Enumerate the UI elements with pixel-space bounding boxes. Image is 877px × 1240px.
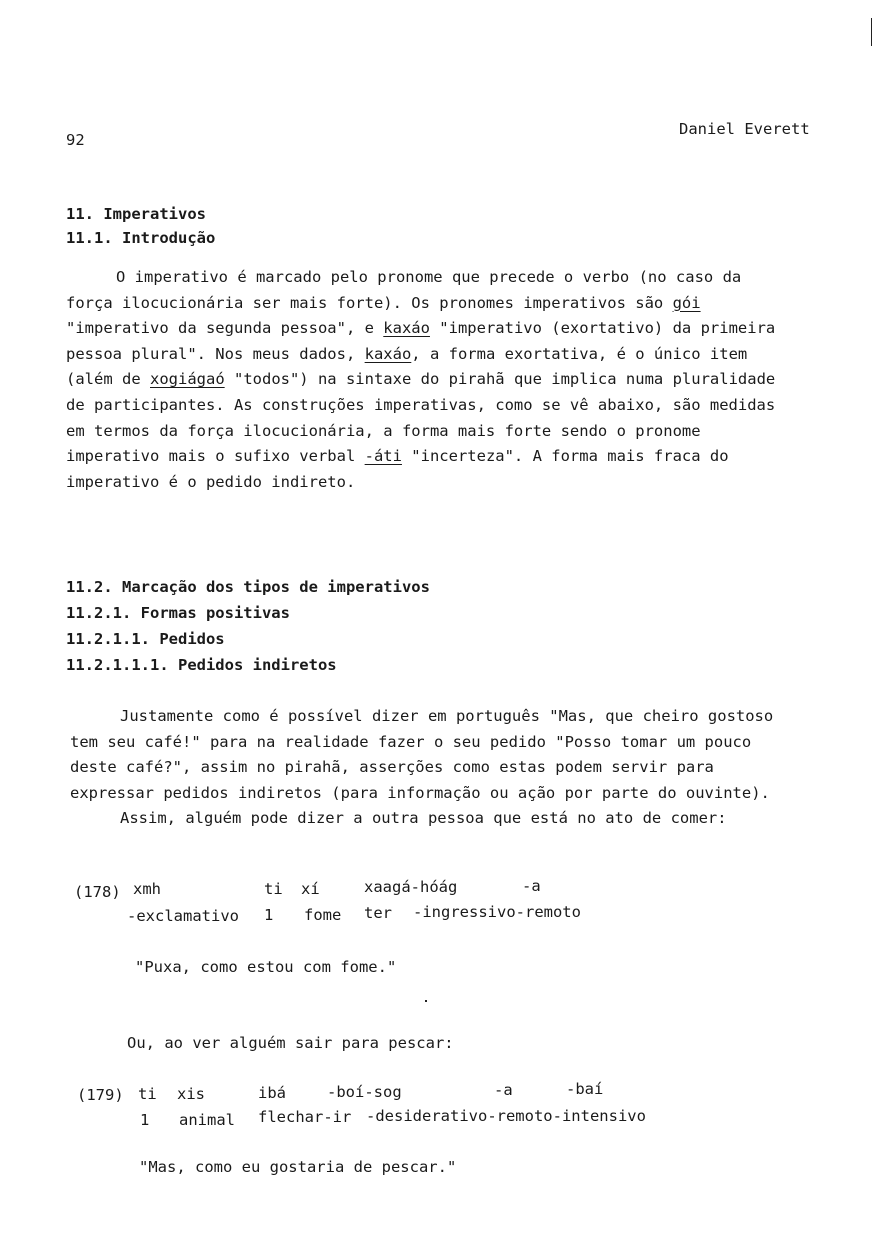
- term-goi: gói: [672, 293, 701, 312]
- text-line: Justamente como é possível dizer em português "Mas, que cheiro gostoso: [120, 707, 774, 725]
- example-gloss: 1: [140, 1111, 150, 1129]
- example-translation: "Puxa, como estou com fome.": [135, 958, 397, 976]
- text-line: em termos da força ilocucionária, a forma mais forte sendo o pronome: [66, 421, 701, 440]
- text-line: pessoa plural". Nos meus dados, kaxáo, a forma exortativa, é o único item: [66, 344, 748, 363]
- example-word: ti: [138, 1085, 157, 1103]
- page-number: 92: [66, 131, 85, 149]
- section-heading-11-2-1-1: 11.2.1.1. Pedidos: [66, 630, 225, 648]
- example-word: -a: [522, 877, 541, 895]
- edge-mark: [871, 18, 872, 46]
- connector-sentence: Ou, ao ver alguém sair para pescar:: [127, 1034, 454, 1052]
- text-line: "imperativo da segunda pessoa", e kaxáo "imperativo (exortativo) da primeira: [66, 319, 776, 338]
- example-translation: "Mas, como eu gostaria de pescar.": [139, 1158, 457, 1176]
- example-gloss: fome: [304, 906, 342, 924]
- term-ati: -áti: [364, 447, 402, 466]
- text-line: O imperativo é marcado pelo pronome que precede o verbo (no caso da: [116, 268, 742, 286]
- section-heading-11-2: 11.2. Marcação dos tipos de imperativos: [66, 578, 430, 596]
- example-gloss: 1: [264, 906, 274, 924]
- text-line: expressar pedidos indiretos (para informação ou ação por parte do ouvinte).: [70, 783, 770, 802]
- section-heading-11-2-1-1-1: 11.2.1.1.1. Pedidos indiretos: [66, 656, 337, 674]
- text-line: Assim, alguém pode dizer a outra pessoa que está no ato de comer:: [120, 809, 727, 828]
- example-word: xis: [177, 1085, 205, 1103]
- example-gloss: -exclamativo: [127, 907, 239, 925]
- section-heading-11-1: 11.1. Introdução: [66, 229, 216, 247]
- indirect-requests-paragraph: [70, 704, 826, 832]
- intro-paragraph: [66, 265, 822, 495]
- speck: [425, 1000, 427, 1002]
- term-kaxao: kaxáo: [364, 344, 412, 363]
- running-head: Daniel Everett: [679, 120, 810, 138]
- example-word: ibá: [258, 1084, 286, 1102]
- term-kaxao: kaxáo: [383, 319, 430, 338]
- example-word: ti: [264, 880, 283, 898]
- text-line: imperativo é o pedido indireto.: [66, 472, 356, 491]
- example-number: (178): [74, 883, 121, 901]
- example-word: -a: [494, 1081, 513, 1099]
- text-line: deste café?", assim no pirahã, asserções como estas podem servir para: [70, 758, 714, 777]
- text-line: tem seu café!" para na realidade fazer o seu pedido "Posso tomar um pouco: [70, 732, 752, 751]
- section-heading-11-2-1: 11.2.1. Formas positivas: [66, 604, 290, 622]
- text-line: imperativo mais o sufixo verbal -áti "incerteza". A forma mais fraca do: [66, 447, 729, 466]
- example-gloss: animal: [179, 1111, 235, 1129]
- example-gloss: ter: [364, 904, 392, 922]
- example-word: xaagá-hóág: [364, 878, 458, 896]
- text-line: força ilocucionária ser mais forte). Os pronomes imperativos são gói: [66, 293, 701, 312]
- text-line: (além de xogiágaó "todos") na sintaxe do pirahã que implica numa pluralidade: [66, 370, 776, 389]
- example-word: xí: [301, 880, 320, 898]
- example-gloss: -desiderativo-remoto-intensivo: [366, 1107, 646, 1125]
- text-line: de participantes. As construções imperativas, como se vê abaixo, são medidas: [66, 395, 776, 414]
- example-gloss: -ingressivo-remoto: [413, 903, 581, 921]
- example-gloss: flechar-ir: [258, 1108, 352, 1126]
- term-xogiagao: xogiágaó: [150, 370, 225, 389]
- example-word: xmh: [133, 880, 161, 898]
- example-number: (179): [77, 1086, 124, 1104]
- example-word: -boí-sog: [327, 1083, 402, 1101]
- section-heading-11: 11. Imperativos: [66, 205, 206, 223]
- example-word: -baí: [566, 1080, 604, 1098]
